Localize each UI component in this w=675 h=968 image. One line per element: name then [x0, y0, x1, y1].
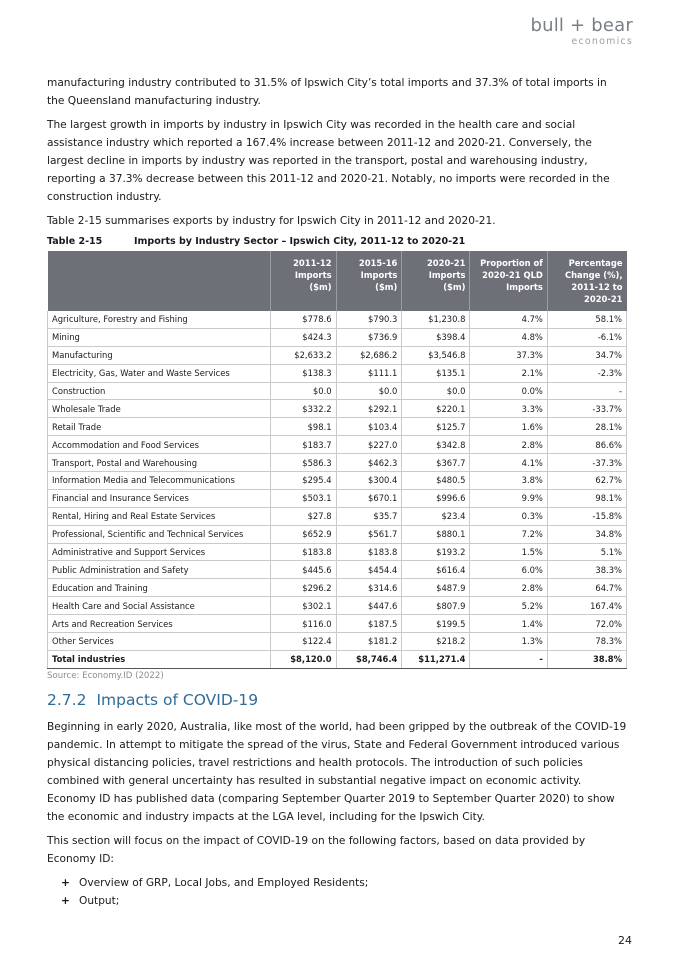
cell-2011-12: $503.1 [270, 489, 336, 507]
section-paragraph-1: Beginning in early 2020, Australia, like most of the world, had been gripped by the outbreak of the COVID-19 pandemic. In attempt to mitigate the spread of the virus, State and Federal Government introduced various physical distancing policies, travel restrictions and health protocols. The introduction of such policies combined with general uncertainty has resulted in substantial negative impact on economic activity. Economy ID has published data (comparing September Quarter 2019 to September Quarter 2020) to show the economic and industry impacts at the LGA level, including for the Ipswich City. [47, 720, 627, 823]
table-row [48, 615, 627, 633]
cell-change: -15.8% [547, 507, 626, 525]
table-row [48, 543, 627, 561]
cell-proportion: 4.1% [470, 454, 547, 472]
cell-industry: Manufacturing [48, 346, 271, 364]
cell-industry: Arts and Recreation Services [48, 615, 271, 633]
cell-2020-21: $3,546.8 [402, 346, 470, 364]
cell-2020-21: $125.7 [402, 418, 470, 436]
cell-change: 5.1% [547, 543, 626, 561]
page-content [47, 74, 627, 910]
cell-proportion: 2.8% [470, 579, 547, 597]
cell-industry: Professional, Scientific and Technical Services [48, 525, 271, 543]
table-row [48, 328, 627, 346]
table-row [48, 561, 627, 579]
table-row [48, 382, 627, 400]
cell-2020-21: $996.6 [402, 489, 470, 507]
header-proportion: Proportion of 2020-21 QLD Imports [470, 251, 547, 311]
cell-2011-12: $445.6 [270, 561, 336, 579]
header-2015-16: 2015-16 Imports ($m) [336, 251, 402, 311]
cell-change: -37.3% [547, 454, 626, 472]
cell-2015-16: $227.0 [336, 436, 402, 454]
cell-change: 62.7% [547, 472, 626, 490]
cell-proportion: 7.2% [470, 525, 547, 543]
cell-2020-21: $1,230.8 [402, 311, 470, 328]
table-row [48, 597, 627, 615]
cell-2011-12: $8,120.0 [270, 650, 336, 668]
cell-industry: Mining [48, 328, 271, 346]
cell-2020-21: $220.1 [402, 400, 470, 418]
cell-2020-21: $807.9 [402, 597, 470, 615]
cell-2015-16: $2,686.2 [336, 346, 402, 364]
cell-change: - [547, 382, 626, 400]
cell-industry: Transport, Postal and Warehousing [48, 454, 271, 472]
table-row [48, 346, 627, 364]
cell-2015-16: $181.2 [336, 633, 402, 651]
table-header-row [48, 251, 627, 311]
cell-proportion: 2.8% [470, 436, 547, 454]
cell-2011-12: $116.0 [270, 615, 336, 633]
cell-2020-21: $135.1 [402, 364, 470, 382]
cell-change: 28.1% [547, 418, 626, 436]
cell-change: -33.7% [547, 400, 626, 418]
cell-industry: Information Media and Telecommunications [48, 472, 271, 490]
cell-change: -6.1% [547, 328, 626, 346]
cell-proportion: - [470, 650, 547, 668]
cell-2011-12: $302.1 [270, 597, 336, 615]
cell-change: 86.6% [547, 436, 626, 454]
cell-proportion: 0.0% [470, 382, 547, 400]
cell-proportion: 9.9% [470, 489, 547, 507]
header-2020-21: 2020-21 Imports ($m) [402, 251, 470, 311]
cell-2015-16: $670.1 [336, 489, 402, 507]
cell-2011-12: $2,633.2 [270, 346, 336, 364]
cell-2015-16: $187.5 [336, 615, 402, 633]
cell-industry: Electricity, Gas, Water and Waste Services [48, 364, 271, 382]
plus-bullet-icon: + [61, 876, 70, 889]
company-logo [531, 16, 634, 47]
cell-2011-12: $122.4 [270, 633, 336, 651]
header-change: Percentage Change (%), 2011-12 to 2020-21 [547, 251, 626, 311]
cell-industry: Retail Trade [48, 418, 271, 436]
cell-2011-12: $138.3 [270, 364, 336, 382]
cell-change: 34.7% [547, 346, 626, 364]
cell-proportion: 1.4% [470, 615, 547, 633]
cell-2015-16: $561.7 [336, 525, 402, 543]
cell-2015-16: $447.6 [336, 597, 402, 615]
cell-proportion: 5.2% [470, 597, 547, 615]
table-row [48, 436, 627, 454]
cell-2020-21: $0.0 [402, 382, 470, 400]
cell-2011-12: $183.8 [270, 543, 336, 561]
cell-change: 72.0% [547, 615, 626, 633]
cell-2020-21: $480.5 [402, 472, 470, 490]
cell-industry: Education and Training [48, 579, 271, 597]
cell-2011-12: $778.6 [270, 311, 336, 328]
cell-change: 58.1% [547, 311, 626, 328]
table-number: Table 2-15 [47, 236, 103, 247]
page-number: 24 [618, 934, 632, 947]
cell-proportion: 1.3% [470, 633, 547, 651]
table-title: Imports by Industry Sector – Ipswich City, 2011-12 to 2020-21 [134, 236, 466, 247]
cell-2020-21: $342.8 [402, 436, 470, 454]
cell-proportion: 1.5% [470, 543, 547, 561]
table-row [48, 311, 627, 328]
cell-2015-16: $300.4 [336, 472, 402, 490]
cell-2020-21: $398.4 [402, 328, 470, 346]
cell-industry: Financial and Insurance Services [48, 489, 271, 507]
table-row [48, 400, 627, 418]
table-row [48, 525, 627, 543]
cell-2015-16: $111.1 [336, 364, 402, 382]
cell-industry: Rental, Hiring and Real Estate Services [48, 507, 271, 525]
table-body [48, 311, 627, 668]
table-total-row [48, 650, 627, 668]
plus-bullet-icon: + [61, 894, 70, 907]
cell-industry: Administrative and Support Services [48, 543, 271, 561]
table-source: Source: Economy.ID (2022) [47, 670, 164, 681]
table-row [48, 633, 627, 651]
cell-change: -2.3% [547, 364, 626, 382]
cell-proportion: 3.8% [470, 472, 547, 490]
cell-change: 78.3% [547, 633, 626, 651]
cell-change: 38.3% [547, 561, 626, 579]
cell-2020-21: $218.2 [402, 633, 470, 651]
table-row [48, 489, 627, 507]
cell-change: 38.8% [547, 650, 626, 668]
cell-2011-12: $295.4 [270, 472, 336, 490]
cell-industry: Public Administration and Safety [48, 561, 271, 579]
cell-2015-16: $103.4 [336, 418, 402, 436]
cell-2020-21: $880.1 [402, 525, 470, 543]
cell-2015-16: $35.7 [336, 507, 402, 525]
cell-2020-21: $616.4 [402, 561, 470, 579]
cell-industry: Agriculture, Forestry and Fishing [48, 311, 271, 328]
header-2011-12: 2011-12 Imports ($m) [270, 251, 336, 311]
section-paragraph-2: This section will focus on the impact of COVID-19 on the following factors, based on data provided by Economy ID: [47, 834, 586, 865]
cell-proportion: 3.3% [470, 400, 547, 418]
cell-change: 167.4% [547, 597, 626, 615]
paragraph-3: Table 2-15 summarises exports by industry for Ipswich City in 2011-12 and 2020-21. [47, 215, 496, 227]
cell-2015-16: $8,746.4 [336, 650, 402, 668]
cell-2011-12: $98.1 [270, 418, 336, 436]
header-industry [48, 251, 271, 311]
cell-2015-16: $183.8 [336, 543, 402, 561]
cell-industry: Total industries [48, 650, 271, 668]
section-heading [47, 691, 627, 709]
cell-2015-16: $462.3 [336, 454, 402, 472]
cell-proportion: 6.0% [470, 561, 547, 579]
logo-wordmark: bull + bear [530, 15, 633, 36]
cell-proportion: 4.7% [470, 311, 547, 328]
cell-2020-21: $23.4 [402, 507, 470, 525]
cell-change: 34.8% [547, 525, 626, 543]
section-title: Impacts of COVID-19 [96, 690, 259, 709]
cell-proportion: 2.1% [470, 364, 547, 382]
cell-2011-12: $332.2 [270, 400, 336, 418]
imports-table [47, 251, 627, 669]
cell-proportion: 1.6% [470, 418, 547, 436]
cell-2020-21: $487.9 [402, 579, 470, 597]
cell-proportion: 37.3% [470, 346, 547, 364]
cell-2020-21: $11,271.4 [402, 650, 470, 668]
cell-2011-12: $652.9 [270, 525, 336, 543]
table-caption [47, 236, 627, 247]
list-item: + Overview of GRP, Local Jobs, and Employed Residents; [61, 874, 627, 892]
paragraph-2: The largest growth in imports by industry in Ipswich City was recorded in the health care and social assistance industry which reported a 167.4% increase between 2011-12 and 2020-21. Conversely, the largest decline in imports by industry was reported in the transport, postal and warehousing industry, reporting a 37.3% decrease between this 2011-12 and 2020-21. Notably, no imports were recorded in the construction industry. [47, 119, 610, 203]
cell-2015-16: $454.4 [336, 561, 402, 579]
cell-2015-16: $314.6 [336, 579, 402, 597]
cell-2011-12: $0.0 [270, 382, 336, 400]
cell-2015-16: $0.0 [336, 382, 402, 400]
cell-change: 64.7% [547, 579, 626, 597]
cell-change: 98.1% [547, 489, 626, 507]
cell-2015-16: $790.3 [336, 311, 402, 328]
table-row [48, 364, 627, 382]
table-row [48, 454, 627, 472]
cell-proportion: 0.3% [470, 507, 547, 525]
list-item: + Output; [61, 892, 627, 910]
cell-industry: Construction [48, 382, 271, 400]
cell-2015-16: $292.1 [336, 400, 402, 418]
cell-2011-12: $586.3 [270, 454, 336, 472]
cell-2011-12: $296.2 [270, 579, 336, 597]
cell-proportion: 4.8% [470, 328, 547, 346]
cell-industry: Accommodation and Food Services [48, 436, 271, 454]
cell-2011-12: $424.3 [270, 328, 336, 346]
table-row [48, 472, 627, 490]
cell-2011-12: $183.7 [270, 436, 336, 454]
cell-industry: Wholesale Trade [48, 400, 271, 418]
cell-2020-21: $193.2 [402, 543, 470, 561]
table-row [48, 418, 627, 436]
cell-2020-21: $367.7 [402, 454, 470, 472]
paragraph-1: manufacturing industry contributed to 31.5% of Ipswich City’s total imports and 37.3% of total imports in the Queensland manufacturing industry. [47, 77, 607, 107]
logo-subtitle: economics [571, 36, 633, 47]
section-number: 2.7.2 [47, 690, 87, 709]
bullet-list [47, 874, 627, 910]
cell-industry: Other Services [48, 633, 271, 651]
cell-2015-16: $736.9 [336, 328, 402, 346]
cell-2011-12: $27.8 [270, 507, 336, 525]
cell-2020-21: $199.5 [402, 615, 470, 633]
table-row [48, 579, 627, 597]
table-row [48, 507, 627, 525]
cell-industry: Health Care and Social Assistance [48, 597, 271, 615]
